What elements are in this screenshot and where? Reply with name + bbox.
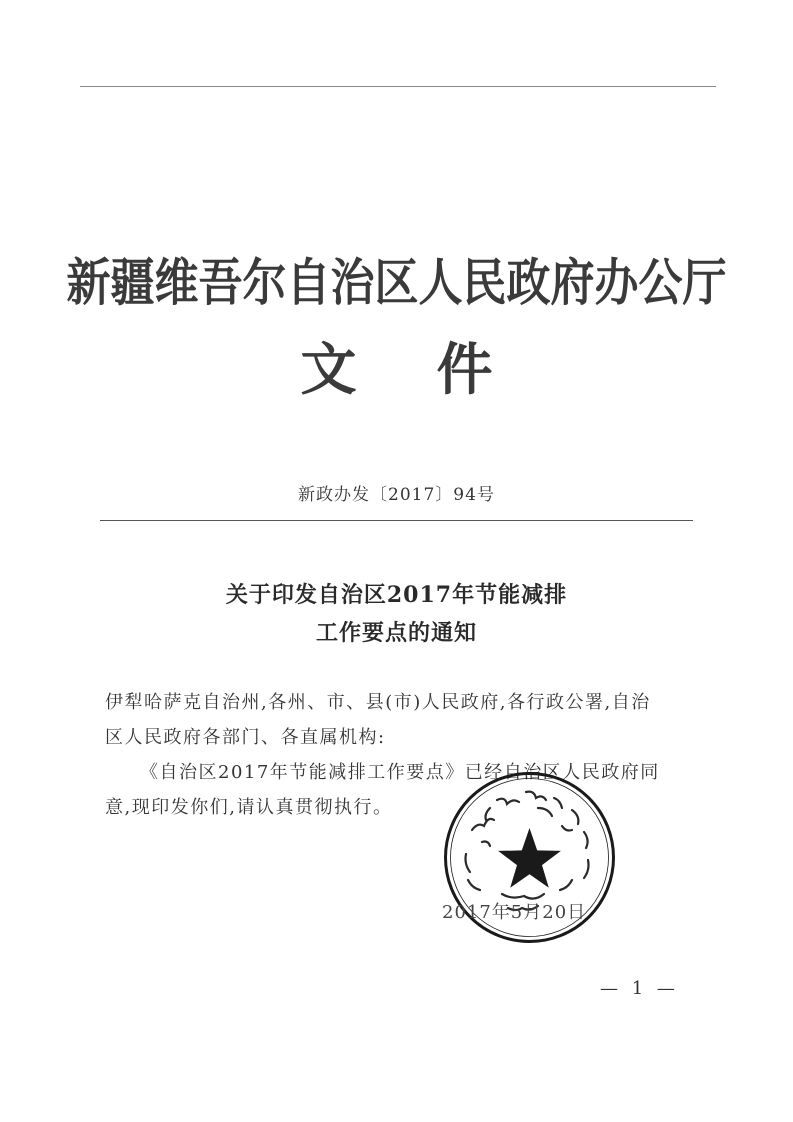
notice-title-line-1: 关于印发自治区2017年节能减排 (225, 582, 568, 608)
star-icon (498, 828, 561, 888)
document-type-title: 文件 (300, 338, 573, 403)
recipients-line-1: 伊犁哈萨克自治州,各州、市、县(市)人民政府,各行政公署,自治 (105, 692, 651, 713)
header-divider (100, 520, 693, 521)
issue-date: 2017年5月20日 (442, 902, 587, 923)
recipients-line-2: 区人民政府各部门、各直属机构: (105, 727, 386, 748)
page-number: — 1 — (600, 978, 679, 999)
document-number: 新政办发〔2017〕94号 (298, 485, 495, 505)
top-divider (80, 86, 716, 87)
notice-title-line-2: 工作要点的通知 (315, 620, 477, 646)
body-paragraph-line-1: 《自治区2017年节能减排工作要点》已经自治区人民政府同 (140, 762, 660, 783)
body-paragraph-line-2: 意,现印发你们,请认真贯彻执行。 (105, 797, 393, 818)
issuing-organization-title: 新疆维吾尔自治区人民政府办公厅 (66, 253, 727, 313)
